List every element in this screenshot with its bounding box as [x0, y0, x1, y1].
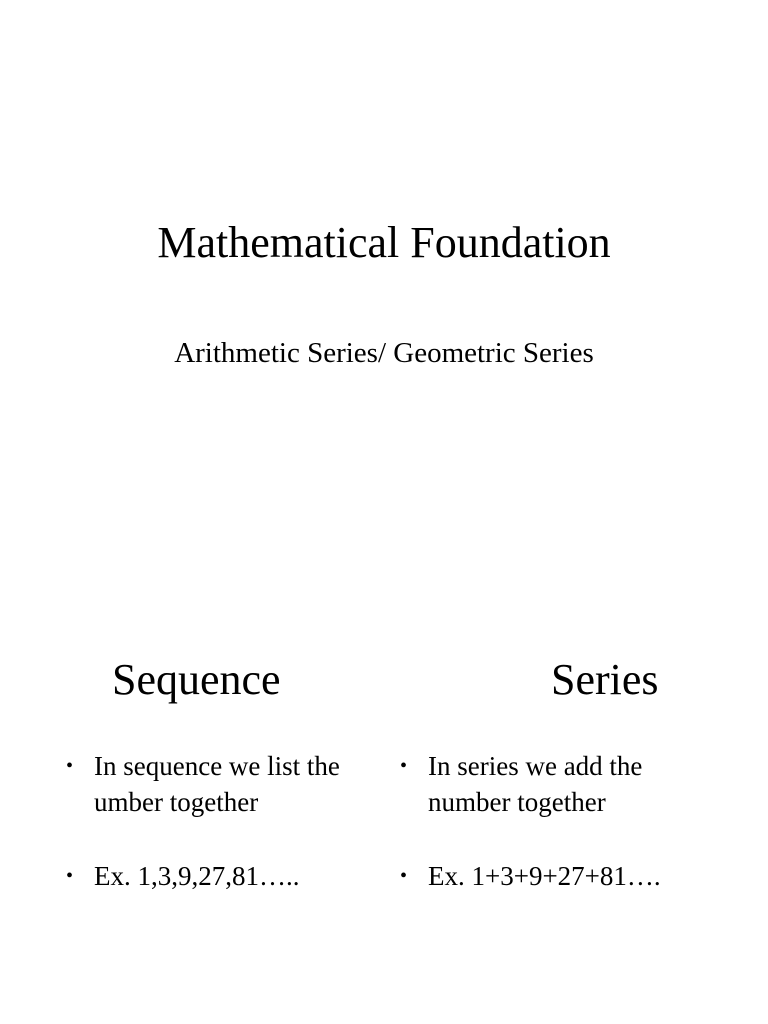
bullet-icon: •	[400, 865, 408, 887]
list-item	[62, 858, 382, 894]
bullet-icon: •	[66, 865, 74, 887]
series-bullet-list	[396, 748, 716, 932]
series-bullet-text: In series we add the number together	[428, 751, 643, 817]
sequence-example-text: Ex. 1,3,9,27,81…..	[94, 861, 300, 891]
slide-title: Mathematical Foundation	[157, 218, 611, 267]
slide-subtitle: Arithmetic Series/ Geometric Series	[174, 337, 594, 369]
sequence-heading: Sequence	[112, 655, 281, 704]
series-heading: Series	[551, 655, 659, 704]
sequence-bullet-list	[62, 748, 382, 932]
series-example-text: Ex. 1+3+9+27+81….	[428, 861, 661, 891]
list-item	[62, 748, 382, 820]
bullet-icon: •	[400, 755, 408, 777]
list-item	[396, 858, 716, 894]
sequence-bullet-text: In sequence we list the umber together	[94, 751, 340, 817]
comparison-slide	[0, 512, 768, 1024]
bullet-icon: •	[66, 755, 74, 777]
list-item	[396, 748, 716, 820]
